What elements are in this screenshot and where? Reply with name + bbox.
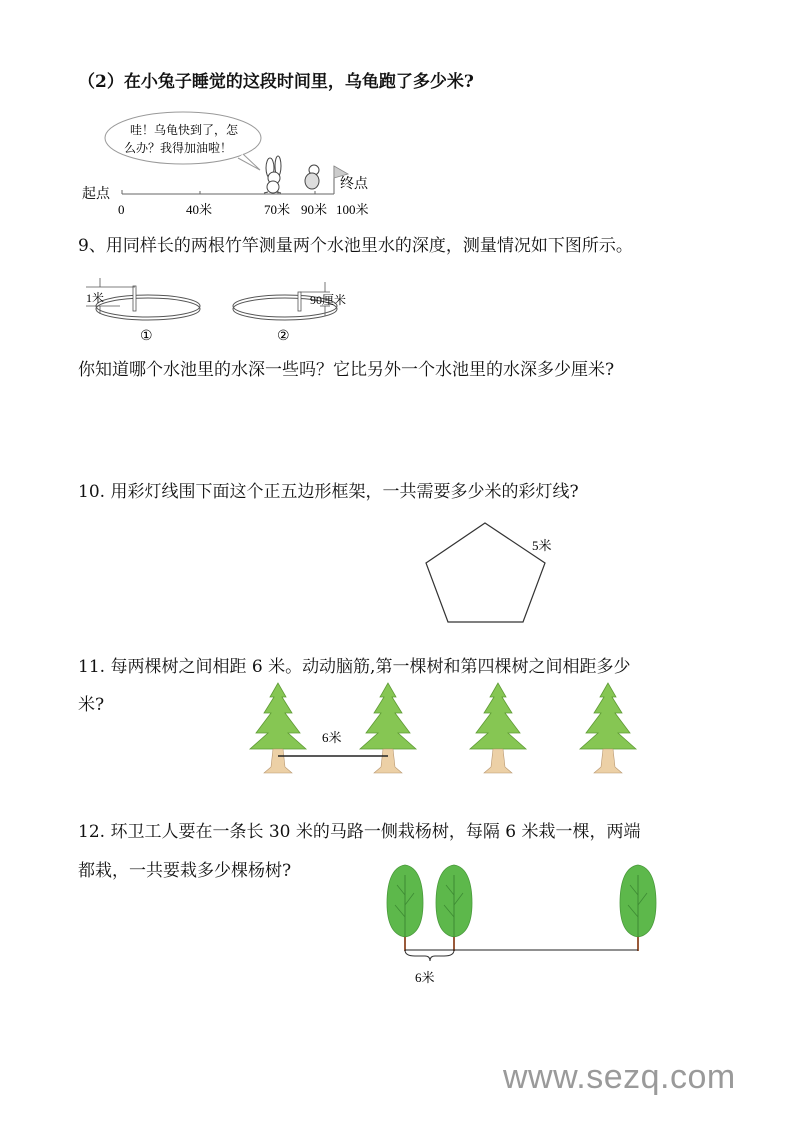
rabbit-icon [264, 156, 281, 193]
interval-label: 6米 [415, 970, 435, 985]
question-8-part-2: （2）在小兔子睡觉的这段时间里，乌龟跑了多少米? [78, 72, 474, 92]
pool-1-measure: 1米 [86, 291, 105, 305]
tick-70: 70米 [264, 202, 291, 217]
pools-figure [80, 276, 370, 344]
question-12-line-1: 12. 环卫工人要在一条长 30 米的马路一侧栽杨树，每隔 6 米栽一棵，两端 [78, 822, 641, 842]
pine-tree-icon-3 [470, 683, 526, 773]
question-9: 9、用同样长的两根竹竿测量两个水池里水的深度，测量情况如下图所示。 [78, 236, 633, 256]
race-number-line-figure [78, 108, 378, 223]
tick-90: 90米 [301, 202, 328, 217]
pine-trees-figure [240, 680, 640, 775]
pine-tree-icon-4 [580, 683, 636, 773]
poplar-tree-icon-1 [387, 865, 423, 951]
interval-brace [405, 950, 454, 961]
speech-line-2: 么办？我得加油啦！ [124, 141, 233, 155]
pool-2 [233, 282, 346, 344]
distance-label: 6米 [322, 730, 342, 745]
pentagon-side-label: 5米 [532, 538, 552, 553]
pool-2-label: ② [277, 329, 290, 344]
pentagon-figure [420, 516, 580, 626]
start-label: 起点 [82, 187, 110, 202]
poplar-trees-figure [380, 855, 680, 990]
question-11-line-1: 11. 每两棵树之间相距 6 米。动动脑筋,第一棵树和第四棵树之间相距多少 [78, 657, 631, 677]
poplar-tree-icon-3 [620, 865, 656, 951]
question-9-prompt: 你知道哪个水池里的水深一些吗？它比另外一个水池里的水深多少厘米? [78, 360, 615, 380]
turtle-icon [305, 165, 319, 189]
tick-40: 40米 [186, 202, 213, 217]
pentagon-shape [426, 523, 545, 622]
question-10: 10. 用彩灯线围下面这个正五边形框架，一共需要多少米的彩灯线? [78, 482, 579, 502]
pool-2-measure: 90厘米 [310, 293, 347, 307]
pine-tree-icon-2 [360, 683, 416, 773]
tick-100: 100米 [336, 202, 369, 217]
pine-tree-icon-1 [250, 683, 306, 773]
poplar-tree-icon-2 [436, 865, 472, 951]
end-label: 终点 [340, 177, 368, 192]
tick-0: 0 [118, 202, 125, 217]
question-11-line-2: 米? [78, 695, 105, 715]
pool-1-label: ① [140, 329, 153, 344]
pool-1 [86, 278, 200, 344]
watermark: www.sezq.com [503, 1058, 736, 1096]
question-12-line-2: 都栽，一共要栽多少棵杨树? [78, 861, 292, 881]
speech-line-1: 哇！乌龟快到了，怎 [130, 123, 239, 137]
